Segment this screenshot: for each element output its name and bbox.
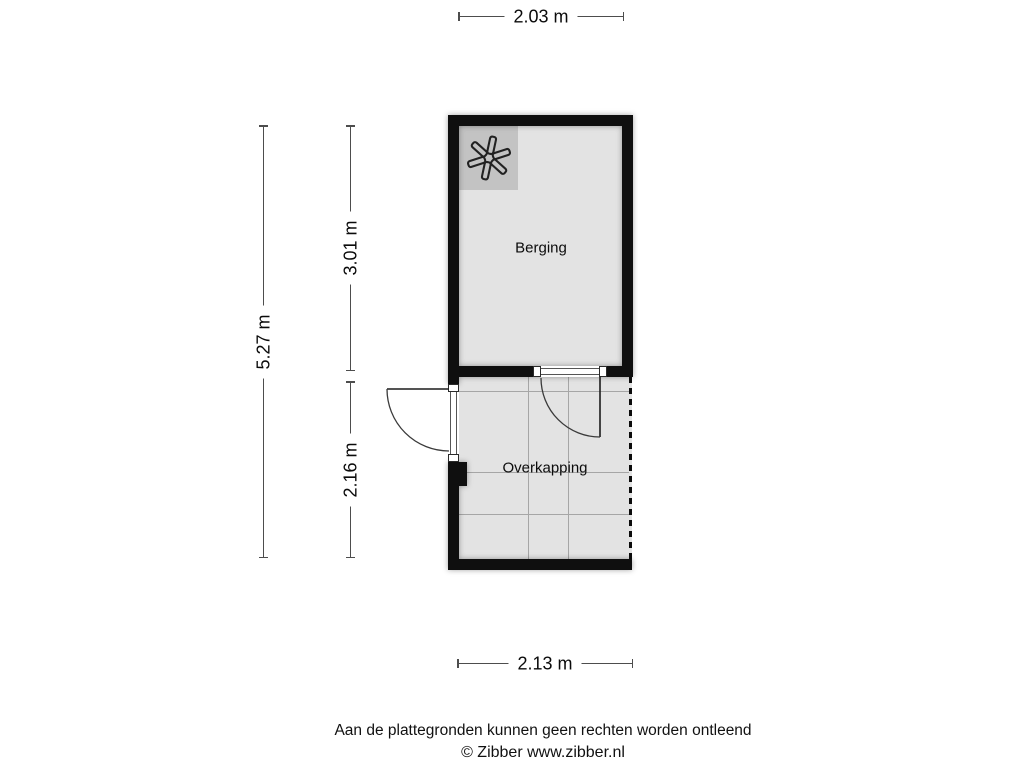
dimension-tick (458, 12, 460, 21)
fan-icon (463, 132, 515, 184)
dimension-left-lower (340, 381, 360, 558)
dimension-tick (346, 381, 355, 383)
footer (334, 720, 751, 764)
dimension-left-upper (340, 125, 360, 371)
dimension-left-total-label: 5.27 m (253, 305, 274, 378)
dimension-tick (457, 659, 459, 668)
dimension-tick (632, 659, 634, 668)
dimension-bottom (457, 653, 633, 673)
door-swing-arcs (370, 360, 640, 470)
room-label-overkapping: Overkapping (502, 459, 588, 477)
dimension-left-lower-label: 2.16 m (340, 433, 361, 506)
dimension-bottom-label: 2.13 m (508, 653, 581, 674)
dimension-tick (623, 12, 625, 21)
tile-grid-line (459, 514, 629, 515)
wall-left-berging (448, 115, 459, 384)
dimension-tick (346, 125, 355, 127)
dimension-tick (259, 125, 268, 127)
room-label-berging: Berging (515, 239, 567, 257)
wall-right (622, 115, 633, 377)
dimension-top (458, 6, 624, 26)
dimension-tick (346, 557, 355, 559)
fan-area (459, 126, 518, 190)
dimension-tick (346, 370, 355, 372)
dimension-left-upper-label: 3.01 m (340, 211, 361, 284)
dimension-tick (259, 557, 268, 559)
wall-top (448, 115, 633, 126)
credit-text: © Zibber www.zibber.nl (461, 744, 625, 761)
disclaimer-text: Aan de plattegronden kunnen geen rechten worden ontleend (334, 722, 752, 739)
dimension-left-total (253, 125, 273, 558)
dimension-top-label: 2.03 m (504, 6, 577, 27)
wall-bottom (448, 559, 632, 570)
